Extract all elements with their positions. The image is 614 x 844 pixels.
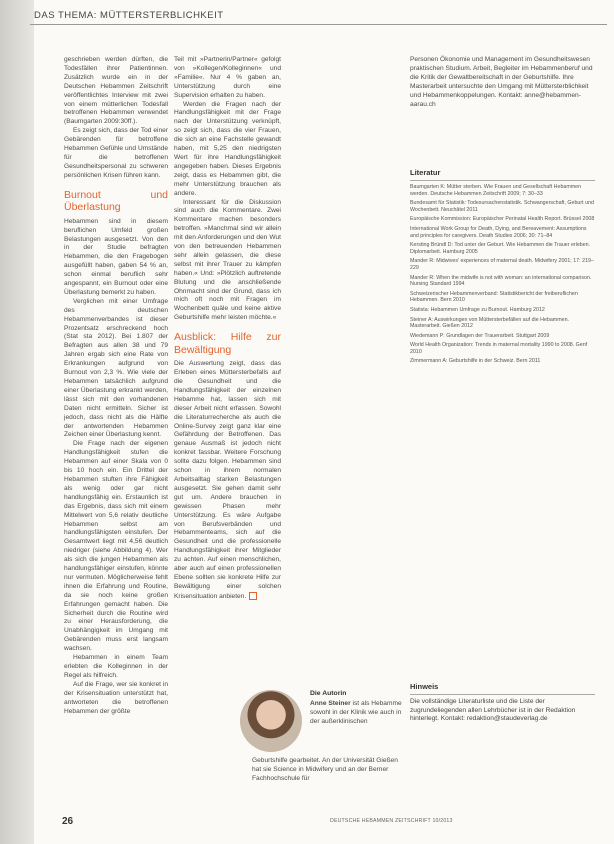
paragraph: Verglichen mit einer Umfrage des deutschen Hebammenverbandes ist dieser Prozentsatz erschreckend hoch (Stat sta 2012). Bei 1.807 der Befragten aus allen 38 und 79 Jahren ergab sich eine Rate von Erkrankungen aufgrund von Burnout von 2,3 %. Wie viele der Hebammen tatsächlich aufgrund einer Überlastung erkrankt werden, lässt sich mit den vorhandenen Daten nicht ermitteln. Sicher ist jedoch, dass nicht als die Hälfte der antwortenden Hebammen Zeichen einer Überlastung kennt.: [64, 297, 168, 439]
hint-box: [410, 682, 595, 724]
footer-source: DEUTSCHE HEBAMMEN ZEITSCHRIFT 10/2013: [330, 818, 453, 824]
paragraph: Die Frage nach der eigenen Handlungsfähigkeit stufen die Hebammen auf einer Skala von 0 bis 10 hoch ein. Ein Drittel der Hebammen stuften ihre Fähigkeit als wenig oder gar nicht handlungsfähig ein. Erstaunlich ist das Ergebnis, dass sich mit einem Mittelwert von 5,6 relativ deutliche Hebammen selbst am handlungsfähigsten einstufen. Der Gesamtwert liegt mit 4,56 deutlich niedriger (siehe Abbildung 4). Wer als sich die jungen Hebammen als handlungsfähiger einstufen, könnte nur vermuten. Möglicherweise fehlt ihnen die Erfahrung und Routine, da sie noch keine großen Erfahrungen gemacht haben. Die Sicherheit durch die Routine wird zu einer Herausforderung, die Unabhängigkeit im Umgang mit Gebärenden muss erst langsam wachsen.: [64, 440, 168, 653]
author-name: Anne Steiner: [310, 700, 351, 707]
literature-item: Baumgarten K: Mütter sterben. Wie Frauen und Gesellschaft Hebammen werden. Deutsche Hebammen Zeitschrift 2009; 7: 30–33: [410, 184, 582, 197]
literature-item: Steiner A: Auswirkungen von Müttersterbefällen auf die Hebammen. Masterarbeit. Gießen 2012: [410, 316, 569, 330]
literature-item: Schweizerischer Hebammenverband: Statistikbericht der freiberuflichen Hebammen. Bern 2010: [410, 290, 578, 304]
literature-item: Kersting Bründl D: Tod unter der Geburt. Wie Hebammen die Trauer erleben. Diplomarbeit. Hamburg 2005: [410, 242, 591, 255]
page-gutter: [0, 0, 34, 844]
literature-item: Zimmermann A: Geburtshilfe in der Schweiz. Bern 2011: [410, 358, 541, 365]
literature-item: Europäische Kommission: Europäischer Perinatal Health Report. Brüssel 2008: [410, 216, 595, 223]
literature-item: Bundesamt für Statistik: Todesursachenstatistik. Schwangerschaft, Geburt und Wochenbett. Neuchâtel 2011: [410, 200, 594, 213]
paragraph-text: Die Auswertung zeigt, dass das Erleben eines Müttersterbefalls auf die Gesundheit und die Handlungsfähigkeit der einzelnen Hebamme hat, lassen sich mit dieser Arbeit nicht erfassen. Sowohl die Literaturrecherche als auch die Online-Survey zeigt ganz klar eine Gefährdung der Betroffenen. Das genaue Ausmaß ist jedoch nicht konkret fassbar. Weitere Forschung sollte dazu folgen. Hebammen sind schon in ihrem normalen Arbeitsalltag starken Belastungen ausgesetzt. Sie gehen damit sehr gut um. Andere brauchen in gewissen Phasen mehr Unterstützung. Es wäre Aufgabe von Berufsverbänden und Hebammenteams, sich auf die Gesundheit und die professionelle Handlungsfähigkeit ihrer Mitglieder zu achten. Auf einen menschlichen, aber auch auf einen professionellen Ebene sollten sie konkrete Hilfe zur Bewältigung einer solchen Krisensituation anbieten.: [174, 360, 281, 600]
literature-item: Mander R: When the midwife is not with woman: an international comparison. Nursing Standard 1994: [410, 274, 592, 288]
literature-item: Wiedemann P: Grundlagen der Trauerarbeit. Stuttgart 2009: [410, 332, 550, 339]
literature-item: International Work Group for Death, Dying, and Bereavement: Assumptions and principles for caregivers. Death Studies 2006; 30: 71–84: [410, 225, 587, 239]
paragraph: [174, 360, 281, 601]
section-heading: Ausblick: Hilfe zur Bewältigung: [174, 331, 281, 356]
paragraph: Es zeigt sich, dass der Tod einer Gebärenden für betroffene Hebammen Gefühle und Umstände für die betroffenen Gesundheitspersonal zu schweren persönlichen Krisen führen kann.: [64, 127, 168, 179]
literature-list: [410, 184, 595, 365]
paragraph: Personen Ökonomie und Management im Gesundheitswesen praktischen Studium. Arbeit, Begleiter im Hebammenberuf und die Kritik der Gewaltbereitschaft in der Geburtshilfe. Ihre Masterarbeit untersuchte den Umgang mit Müttersterblichkeit und Hebammenkoppelungen. Kontakt: anne@hebammen-aarau.ch: [410, 56, 593, 108]
paragraph: geschrieben werden dürften, die Todesfällen ihrer Patientinnen. Zusätzlich wurde ein in der Deutschen Hebammen Zeitschrift veröffentlichtes Interview mit zwei von einem mütterlichen Todesfall betroffenen Hebammen verwendet (Baumgarten 2009:30ff.).: [64, 56, 168, 126]
paragraph: Teil mit »Partnerin/Partner« gefolgt von »Kollegen/Kolleginnen« und »Familie«. Nur 4 % gaben an, Unterstützung durch eine Supervision erhalten zu haben.: [174, 56, 281, 99]
author-photo: [240, 690, 302, 752]
running-header: DAS THEMA: MÜTTERSTERBLICHKEIT: [34, 10, 224, 21]
end-mark-icon: [249, 592, 257, 600]
author-bio: [310, 700, 402, 727]
paragraph: Werden die Fragen nach der Handlungsfähigkeit mit der Frage nach der Unterstützung verknüpft, so zeigt sich, dass die vier Frauen, die sich an eine Fachstelle gewandt haben, mit 5,25 den niedrigsten Wert für ihre Handlungsfähigkeit angegeben haben. Dieses Ergebnis zeigt, dass es Hebammen gibt, die mehr Unterstützung brauchen als andere.: [174, 100, 281, 197]
hint-text: Die vollständige Literaturliste und die Liste der zugrundeliegenden allen Lehrbücher ist in der Redaktion hinterlegt. Kontakt: redaktion@staudeverlag.de: [410, 698, 576, 723]
literature-item: Mander R: Midwives' experiences of maternal death. Midwifery 2001; 17: 219–229: [410, 258, 594, 271]
paragraph: Hebammen sind in diesem beruflichen Umfeld großen Belastungen ausgesetzt. Von den in der Studie befragten Hebammen, die den Fragebogen ausgefüllt haben, gaben 54 % an, schon einmal beruflich sehr angespannt, ein Burnout oder eine Überlastung bemerkt zu haben.: [64, 217, 168, 296]
author-heading: Die Autorin: [310, 690, 347, 697]
paragraph: Auf die Frage, wer sie konkret in der Krisensituation unterstützt hat, antworteten die betroffenen Hebammen der größte: [64, 680, 168, 715]
text-column-1: [64, 56, 168, 716]
header-rule: [30, 24, 607, 25]
hint-heading: Hinweis: [410, 682, 439, 691]
divider: [410, 180, 595, 181]
text-column-2: [174, 56, 281, 601]
paragraph: Interessant für die Diskussion sind auch die Kommentare. Zwei Kommentare machen besonders betroffen. »Manchmal sind wir allein mit den Anforderungen und den Wut von den betreuenden Hebammen sehr allein gelassen, die diese selbst mit ihrer Trauer zu kämpfen haben.« Und: »Plötzlich auftretende Blutung und die anschließende Ohnmacht sind der Grund, dass ich mich oft noch mit Fragen im Wochenbett quäle und keine aktive Geburtshilfe mehr leisten möchte.«: [174, 198, 281, 322]
literature-item: Statista: Hebammen Umfrage zu Burnout. Hamburg 2012: [410, 306, 545, 313]
author-bio-text: ist als Hebamme sowohl in der Klinik wie auch in der außerklinischen: [310, 700, 402, 725]
author-bio-continued: Geburtshilfe gearbeitet. An der Universität Gießen hat sie Science in Midwifery und an der Berner Fachhochschule für: [252, 757, 398, 782]
page-number: 26: [62, 816, 74, 827]
literature-item: World Health Organization: Trends in maternal mortality 1990 to 2008. Genf 2010: [410, 342, 588, 355]
author-contact-continuation: [410, 56, 595, 109]
divider: [410, 694, 595, 695]
section-heading: Burnout und Überlastung: [64, 188, 168, 214]
paragraph: Hebammen in einem Team erlebten die Kolleginnen in der Regel als hilfreich.: [64, 654, 168, 679]
literature-heading: Literatur: [410, 168, 441, 177]
literature-box: [410, 168, 595, 368]
